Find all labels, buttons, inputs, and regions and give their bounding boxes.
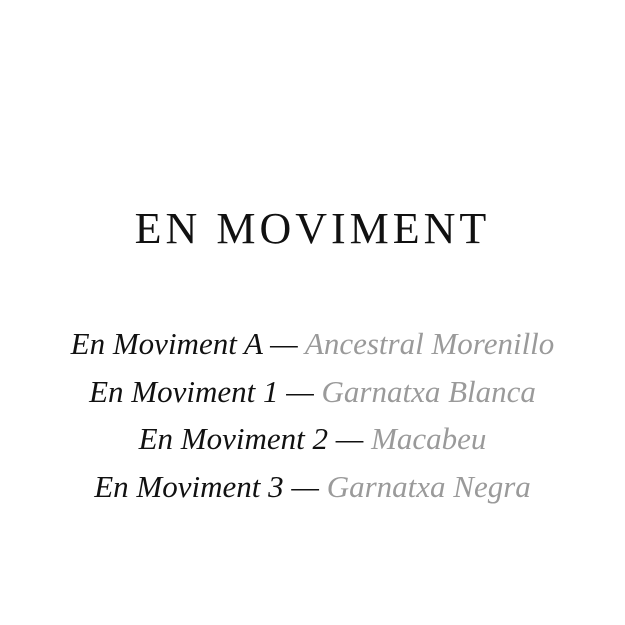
wine-name: En Moviment A bbox=[70, 326, 263, 361]
page-title: EN MOVIMENT bbox=[134, 204, 491, 254]
grape-variety: Garnatxa Negra bbox=[326, 468, 531, 504]
wine-list bbox=[0, 320, 625, 510]
grape-variety: Ancestral Morenillo bbox=[304, 326, 555, 361]
wine-name: En Moviment 3 bbox=[94, 468, 284, 504]
list-item bbox=[0, 463, 625, 511]
separator: — bbox=[283, 468, 327, 504]
wine-name: En Moviment 1 bbox=[89, 373, 279, 409]
separator: — bbox=[278, 373, 322, 409]
wine-name: En Moviment 2 bbox=[138, 421, 328, 456]
list-item bbox=[0, 320, 625, 368]
grape-variety: Garnatxa Blanca bbox=[321, 373, 536, 409]
separator: — bbox=[327, 421, 372, 456]
list-item bbox=[0, 368, 625, 416]
list-item bbox=[0, 415, 625, 463]
separator: — bbox=[262, 326, 305, 361]
grape-variety: Macabeu bbox=[371, 421, 487, 456]
